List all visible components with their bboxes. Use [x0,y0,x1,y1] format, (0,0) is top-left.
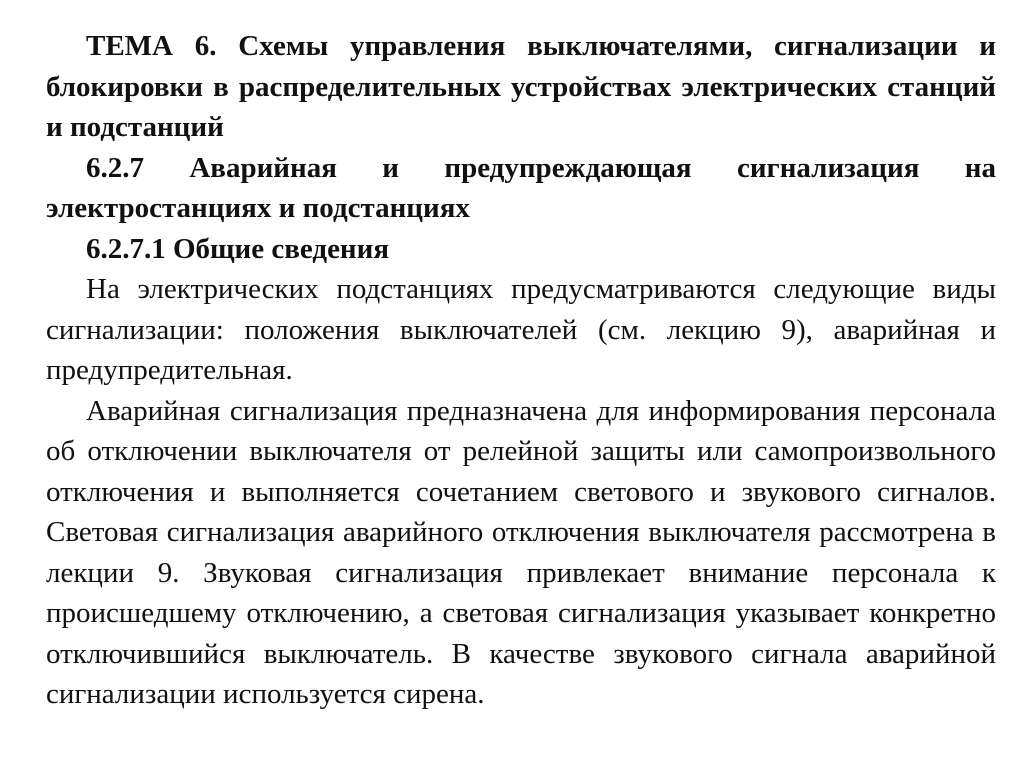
subsection-heading: 6.2.7.1 Общие сведения [86,232,390,265]
document-page [46,26,996,715]
paragraph-emergency-signal: Аварийная сигнализация предназначена для информирования персонала об отключении выключателя от релейной защиты или самопроизвольного отключения и выполняется сочетанием светового и звукового сигналов. Световая сигнализация аварийного отключения выключателя рассмотрена в лекции 9. Звуковая сигнализация привлекает внимание персонала к происшедшему отключению, а световая сигнализация указывает конкретно отключившийся выключатель. В качестве звукового сигнала аварийной сигнализации используется сирена. [46,394,996,710]
section-heading: 6.2.7 Аварийная и предупреждающая сигнализация на электростанциях и подстанциях [46,151,996,224]
paragraph-signal-types: На электрических подстанциях предусматриваются следующие виды сигнализации: положения выключателей (см. лекцию 9), аварийная и предупредительная. [46,273,996,386]
topic-title: ТЕМА 6. Схемы управления выключателями, сигнализации и блокировки в распределительных устройствах электрических станций и подстанций [46,30,996,143]
